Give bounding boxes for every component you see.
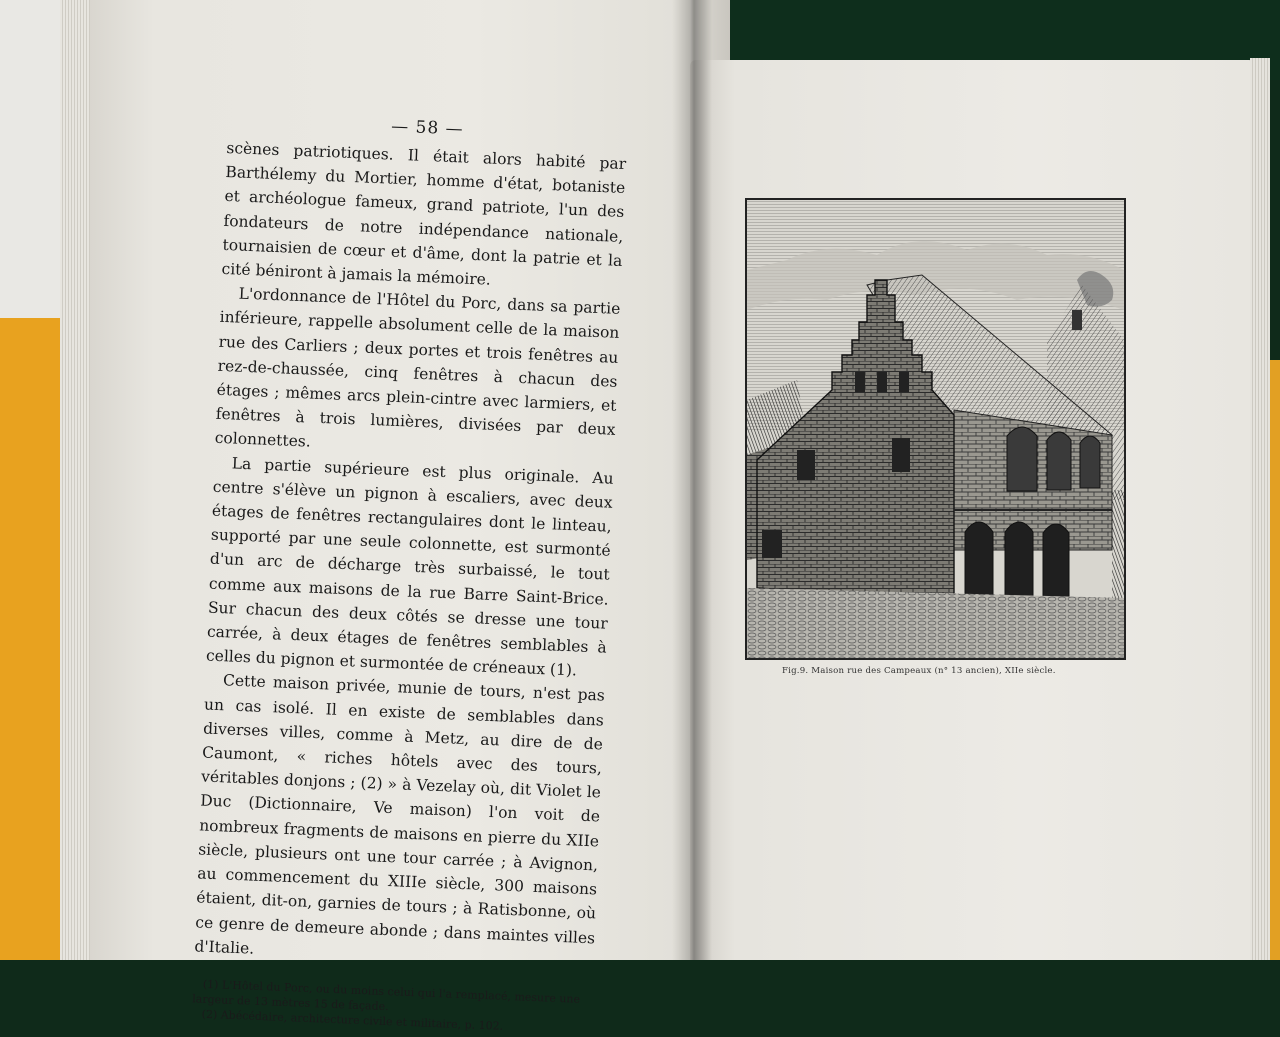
footnotes: [191, 976, 592, 1037]
book-gutter: [672, 0, 712, 960]
page-edges-right: [1250, 58, 1270, 960]
footnote-2: (2) Abécédaire, architecture civile et militaire, p. 102.: [201, 1007, 504, 1033]
figure-engraving: [745, 198, 1126, 660]
left-page-text: [191, 110, 627, 1037]
paragraph-1: scènes patriotiques. Il était alors habité par Barthélemy du Mortier, homme d'état, botaniste et archéologue fameux, grand patriote, l'un des fondateurs de notre indépendance nationale, tournaisien de cœur et d'âme, dont la patrie et la cité béniront à jamais la mémoire.: [221, 138, 627, 289]
page-number: — 58 —: [390, 116, 465, 140]
paragraph-2: L'ordonnance de l'Hôtel du Porc, dans sa partie inférieure, rappelle absolument celle de la maison rue des Carliers ; deux portes et trois fenêtres au rez-de-chaussée, cinq fenêtres à chacun des étages ; mêmes arcs plein-cintre avec larmiers, et fenêtres à trois lumières, divisées par deux colonnettes.: [214, 284, 621, 452]
footnote-1: (1) L'Hôtel du Porc, ou du moins celui qui l'a remplacé, mesure une largeur de 13 mètres 15 de façade.: [192, 977, 581, 1014]
paragraph-3: La partie supérieure est plus originale. Au centre s'élève un pignon à escaliers, avec deux étages de fenêtres rectangulaires dont le linteau, supporté par une seule colonnette, est surmonté d'un arc de décharge très surbaissé, le tout comme aux maisons de la rue Barre Saint-Brice. Sur chacun des deux côtés se dresse une tour carrée, à deux étages de fenêtres semblables à celles du pignon et surmontée de créneaux (1).: [205, 454, 614, 680]
figure-caption: Fig.9. Maison rue des Campeaux (n° 13 ancien), XIIe siècle.: [782, 666, 1056, 676]
house-engraving-illustration: [747, 200, 1124, 658]
paragraph-4: Cette maison privée, munie de tours, n'est pas un cas isolé. Il en existe de semblables dans diverses villes, comme à Metz, au dire de de Caumont, « riches hôtels avec des tours, véritables donjons ; (2) » à Vezelay où, dit Violet le Duc (Dictionnaire, Ve maison) l'on voit de nombreux fragments de maisons en pierre du XIIe siècle, plusieurs ont une tour carrée ; à Avignon, au commencement du XIIIe siècle, 300 maisons étaient, dit-on, garnies de tours ; à Ratisbonne, où ce genre de demeure abonde ; dans maintes villes d'Italie.: [194, 671, 606, 958]
